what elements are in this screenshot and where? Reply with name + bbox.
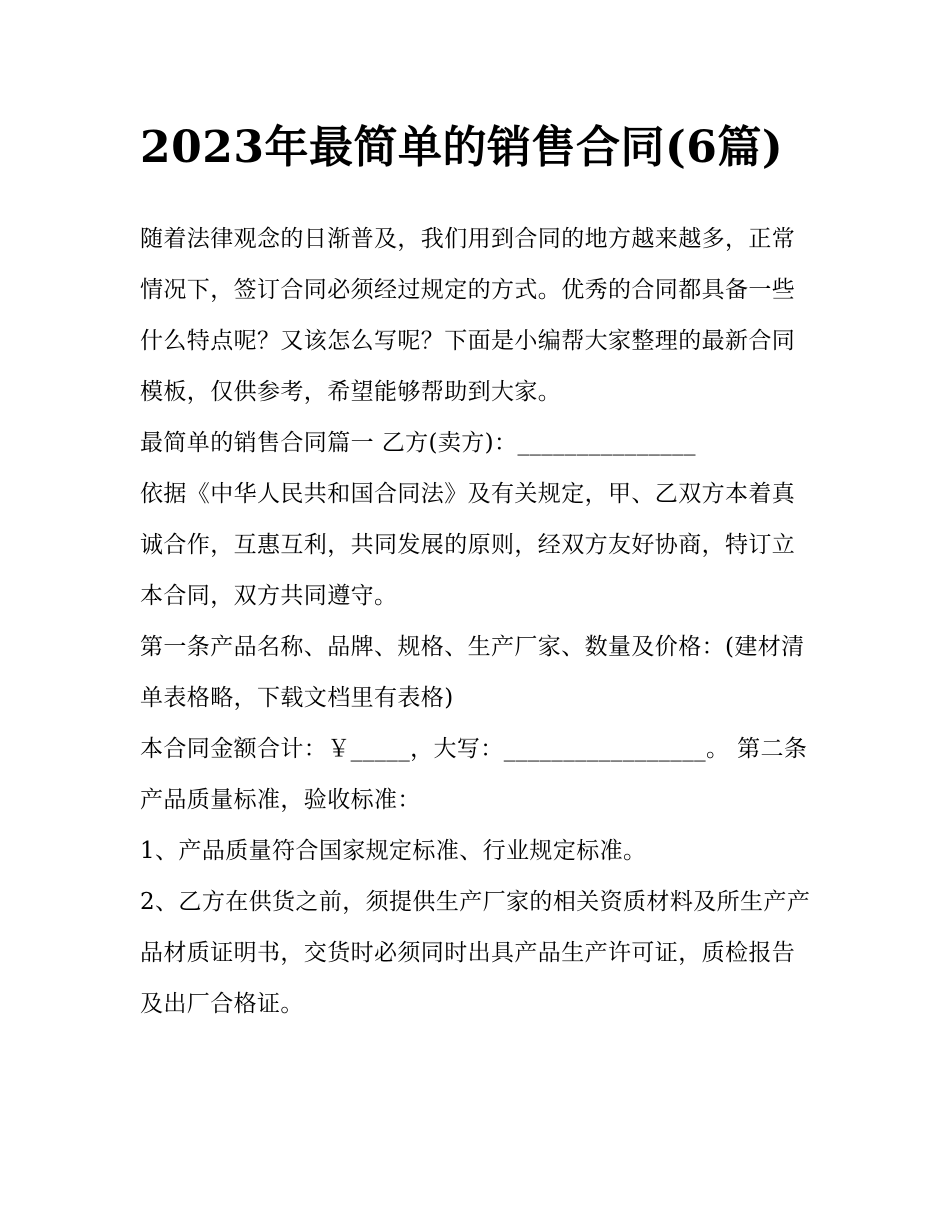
paragraph-item-1: 1、产品质量符合国家规定标准、行业规定标准。 [140,838,647,864]
paragraph-amount: 本合同金额合计：￥_____，大写：_________________。 第二条产品质量标准，验收标准： [140,736,808,813]
paragraph-intro: 随着法律观念的日渐普及，我们用到合同的地方越来越多，正常情况下，签订合同必须经过规定的方式。优秀的合同都具备一些什么特点呢？又该怎么写呢？下面是小编帮大家整理的最新合同模板，仅供参考，希望能够帮助到大家。 [140,226,796,405]
document-page [140,116,815,1030]
paragraph-party-b: 最简单的销售合同篇一 乙方(卖方)：_______________ [140,430,696,456]
document-title: 2023年最简单的销售合同(6篇) [140,122,784,173]
paragraph-item-2: 2、乙方在供货之前，须提供生产厂家的相关资质材料及所生产产品材质证明书，交货时必须同时出具产品生产许可证，质检报告及出厂合格证。 [140,889,811,1017]
paragraph-article-1: 第一条产品名称、品牌、规格、生产厂家、数量及价格：(建材清单表格略，下载文档里有表格) [140,634,805,711]
document-body [140,214,815,1030]
paragraph-basis: 依据《中华人民共和国合同法》及有关规定，甲、乙双方本着真诚合作，互惠互利，共同发展的原则，经双方友好协商，特订立本合同，双方共同遵守。 [140,481,796,609]
